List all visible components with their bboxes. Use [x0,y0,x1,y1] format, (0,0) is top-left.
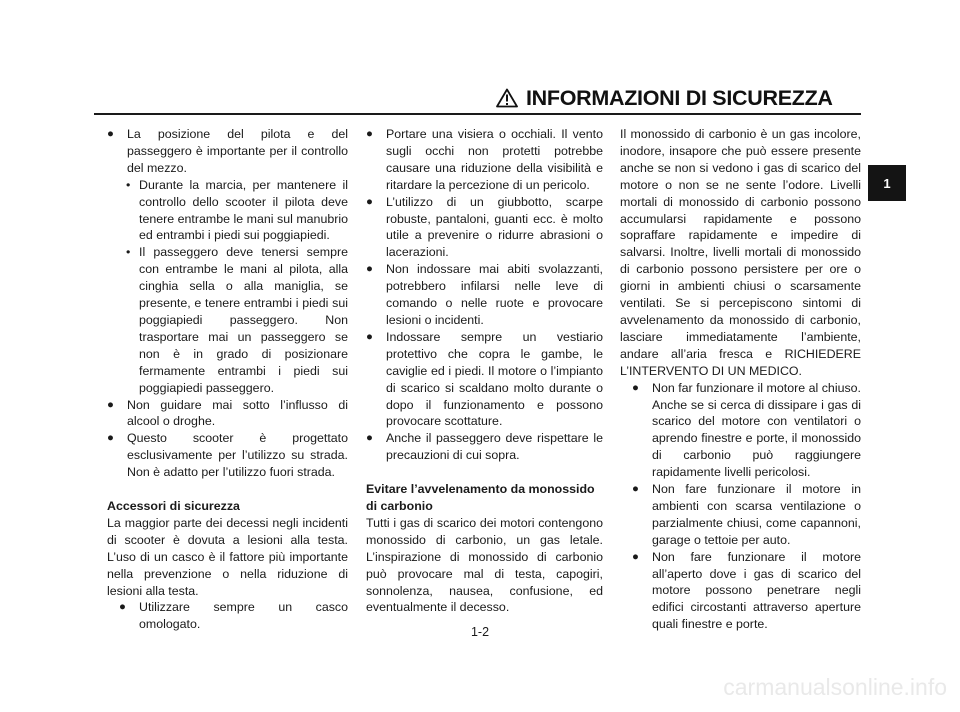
list-item: ● Non guidare mai sotto l’influsso di alcool o droghe. [107,397,348,431]
list-item: ● La posizione del pilota e del passeggero è importante per il controllo del mezzo. [107,126,348,177]
paragraph: Il monossido di carbonio è un gas incolore, inodore, insapore che può essere presente anche se non si vedono i gas di scarico del motore o non se ne sente l’odore. Livelli mortali di monossido di carbonio possono accumularsi rapidamente e possono sopraffare rapidamente e impedire di salvarsi. Inoltre, livelli mortali di monossido di carbonio possono persistere per ore o giorni in ambienti chiusi o scarsamente ventilati. Se si percepiscono sintomi di avvelenamento da monossido di carbonio, lasciare immediatamente l’ambiente, andare all’aria fresca e RICHIEDERE L’INTERVENTO DI UN MEDICO. [620,127,861,378]
list-item: ● Non far funzionare il motore al chiuso. Anche se si cerca di dissipare i gas di scarico del motore con ventilatori o aprendo finestre e porte, il monossido di carbonio può raggiungere rapidamente livelli pericolosi. [632,380,861,481]
column-left [107,126,348,633]
paragraph: La maggior parte dei decessi negli incidenti di scooter è dovuta a lesioni alla testa. L’uso di un casco è il fattore più importante nella prevenzione o nella riduzione di lesioni alla testa. [107,515,348,598]
column-right [620,126,861,633]
list-item: ● Non fare funzionare il motore in ambienti con scarsa ventilazione o parzialmente chiusi, come capannoni, garage o tettoie per auto. [632,481,861,549]
section-heading: Accessori di sicurezza [107,499,240,514]
paragraph: Tutti i gas di scarico dei motori contengono monossido di carbonio, un gas letale. L’inspirazione di monossido di carbonio può provocare mal di testa, capogiri, sonnolenza, nausea, confusione, ed eventualmente il decesso. [366,515,603,615]
sub-list-item: • Durante la marcia, per mantenere il controllo dello scooter il pilota deve tenere entrambe le mani sul manubrio ed entrambi i piedi sui poggiapiedi. [107,177,348,245]
section-title: INFORMAZIONI DI SICUREZZA [526,85,833,110]
list-item: ● Utilizzare sempre un casco omologato. [119,599,348,633]
watermark: carmanualsonline.info [723,674,947,700]
list-item: ● Non fare funzionare il motore all’aperto dove i gas di scarico del motore possono penetrare negli edifici circostanti attraverso aperture quali finestre e porte. [632,549,861,634]
section-header [496,84,860,112]
list-item: ● Indossare sempre un vestiario protettivo che copra le gambe, le caviglie ed i piedi. Il motore o l’impianto di scarico si scaldano molto durante o dopo il funzionamento e possono provocare scottature. [366,329,603,430]
page-number: 1-2 [470,625,490,639]
section-heading: Evitare l’avvelenamento da monossido di carbonio [366,482,595,514]
list-item: ● Questo scooter è progettato esclusivamente per l’utilizzo su strada. Non è adatto per l’utilizzo fuori strada. [107,430,348,481]
list-item: ● L’utilizzo di un giubbotto, scarpe robuste, pantaloni, guanti ecc. è molto utile a prevenire o ridurre abrasioni o lacerazioni. [366,194,603,262]
list-item: ● Portare una visiera o occhiali. Il vento sugli occhi non protetti potrebbe causare una riduzione della visibilità e ritardare la percezione di un pericolo. [366,126,603,194]
sub-list-item: • Il passeggero deve tenersi sempre con entrambe le mani al pilota, alla cinghia sella o alla maniglia, se presente, e tenere entrambi i piedi sui poggiapiedi passeggero. Non trasportare mai un passeggero se non è in grado di posizionare fermamente entrambi i piedi sui poggiapiedi passeggero. [107,244,348,396]
chapter-tab: 1 [868,165,906,201]
list-item: ● Anche il passeggero deve rispettare le precauzioni di cui sopra. [366,430,603,464]
header-rule [94,113,861,115]
list-item: ● Non indossare mai abiti svolazzanti, potrebbero infilarsi nelle leve di comando o nelle ruote e provocare lesioni o incidenti. [366,261,603,329]
warning-triangle-icon [496,88,518,108]
column-middle [366,126,603,616]
